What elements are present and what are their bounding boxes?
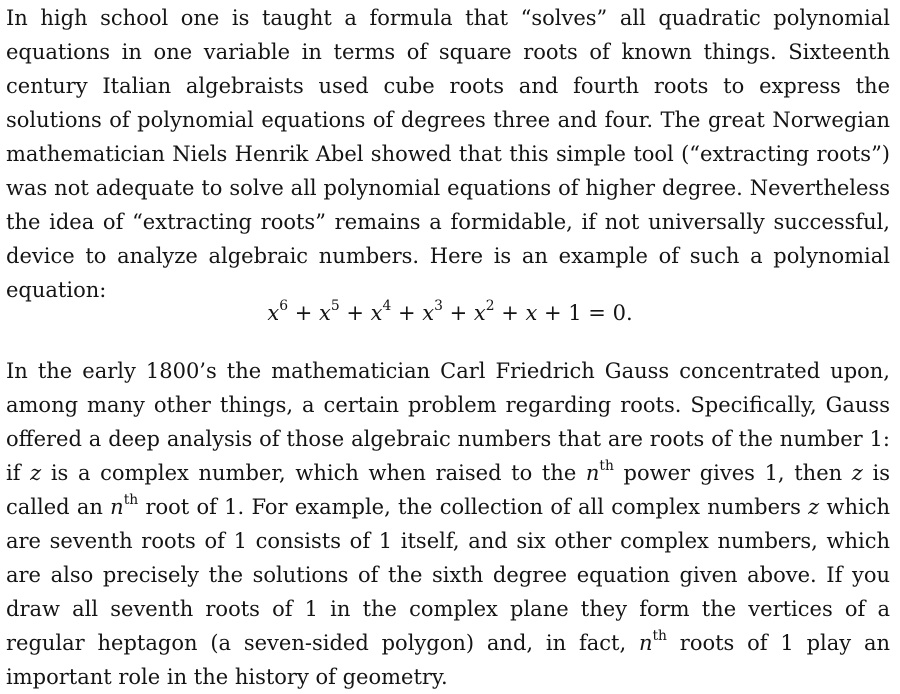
text-run: In the early 1800’s the mathematician Carl Friedrich Gauss concentrated upon, among many other things, a certain problem regarding roots. Specifically, Gauss offered a deep analysis of those algebraic numbers that are roots of the number 1: if [6,359,890,485]
text-run: is called an [6,461,891,519]
text-run: root of 1. For example, the collection of all complex numbers [138,495,809,519]
math-n: n [585,461,600,485]
eq-tail: + 1 = 0. [537,301,633,325]
paragraph-intro: In high school one is taught a formula that “solves” all quadratic polynomial equations in one variable in terms of square roots of known things. Sixteenth century Italian algebraists used cube roots and fourth roots to express the solutions of polynomial equations of degrees three and four. The great Norwegian mathematician Niels Henrik Abel showed that this simple tool (“extracting roots”) was not adequate to solve all polynomial equations of higher degree. Nevertheless the idea of “extracting roots” remains a formidable, if not universally successful, device to analyze algebraic numbers. Here is an example of such a polynomial equation: [6,6,890,302]
polynomial-equation [0,296,900,330]
text-run: is a complex number, which when raised to the [41,461,586,485]
eq-exponent: 4 [382,297,392,314]
text-run: power gives 1, then [613,461,852,485]
eq-exponent: 2 [485,297,495,314]
eq-var: x [318,301,331,325]
text-run: which are seventh roots of 1 consists of 1 itself, and six other complex numbers, which are also precisely the solutions of the sixth degree equation given above. If you draw all seventh roots of 1 in the complex plane they form the vertices of a regular heptagon (a seven-sided polygon) and, in fact, [6,495,890,655]
eq-operator: + [494,301,526,325]
eq-operator: + [391,301,423,325]
superscript-th: th [599,457,614,474]
eq-operator: + [442,301,474,325]
math-z: z [851,461,863,485]
math-z: z [30,461,42,485]
math-n: n [638,631,653,655]
superscript-th: th [652,627,667,644]
superscript-th: th [123,491,139,508]
eq-var: x [525,301,538,325]
eq-var: x [422,301,435,325]
eq-operator: + [339,301,371,325]
eq-exponent: 5 [330,297,340,314]
math-n: n [110,495,124,519]
eq-exponent: 6 [279,297,289,314]
eq-operator: + [288,301,319,325]
eq-var: x [473,301,486,325]
math-z: z [808,495,820,519]
eq-exponent: 3 [434,297,443,314]
eq-var: x [370,301,383,325]
eq-var: x [267,301,280,325]
text-run: roots of 1 play an important role in the history of geometry. [6,631,890,689]
paragraph-gauss [6,354,890,694]
